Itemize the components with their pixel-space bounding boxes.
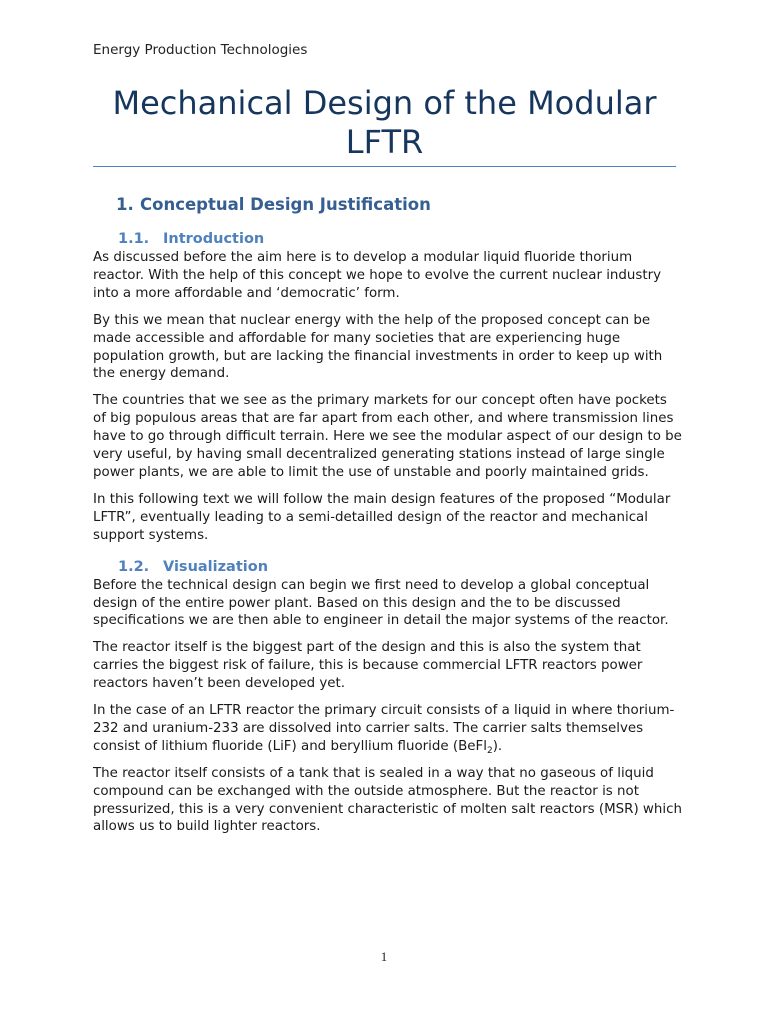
subsection-heading-introduction [118, 229, 683, 249]
paragraph-text-end: ). [492, 738, 503, 754]
subsection-heading-visualization [118, 557, 683, 577]
subsection-title: Visualization [163, 558, 269, 575]
document-body [93, 193, 683, 845]
subsection-number: 1.1. [118, 231, 150, 247]
paragraph-with-subscript [93, 702, 683, 756]
paragraph: The reactor itself consists of a tank that is sealed in a way that no gaseous of liquid compound can be exchanged with the outside atmosphere. But the reactor is not pressurized, this is a very convenient characteristic of molten salt reactors (MSR) which allows us to build lighter reactors. [93, 765, 682, 835]
paragraph-text: In the case of an LFTR reactor the primary circuit consists of a liquid in where thorium-232 and uranium-233 are dissolved into carrier salts. The carrier salts themselves consist of lithium fluoride (LiF) and beryllium fluoride (BeFl [93, 703, 675, 754]
paragraph: Before the technical design can begin we first need to develop a global conceptual design of the entire power plant. Based on this design and the to be discussed specifications we are then able to engineer in detail the major systems of the reactor. [93, 577, 669, 629]
subsection-title: Introduction [163, 231, 265, 247]
paragraph: In this following text we will follow the main design features of the proposed “Modular LFTR”, eventually leading to a semi-detailled design of the reactor and mechanical support systems. [93, 491, 671, 543]
section-title: Conceptual Design Justification [140, 195, 431, 214]
paragraph: By this we mean that nuclear energy with the help of the proposed concept can be made accessible and affordable for many societies that are experiencing huge population growth, but are lacking the financial investments in order to keep up with the energy demand. [93, 312, 663, 382]
subsection-number: 1.2. [118, 558, 150, 575]
running-header: Energy Production Technologies [93, 42, 308, 58]
section-number: 1. [116, 195, 134, 214]
page-number: 1 [380, 949, 388, 964]
title-divider [93, 166, 676, 167]
paragraph: The reactor itself is the biggest part of the design and this is also the system that carries the biggest risk of failure, this is because commercial LFTR reactors power reactors haven’t been developed yet. [93, 640, 643, 692]
document-title: Mechanical Design of the Modular LFTR [112, 84, 657, 161]
subscript: 2 [486, 745, 493, 756]
section-heading-1 [116, 193, 683, 217]
paragraph: The countries that we see as the primary markets for our concept often have pockets of big populous areas that are far apart from each other, and where transmission lines have to go through difficult terrain. Here we see the modular aspect of our design to be very useful, by having small decentralized generating stations instead of large single power plants, we are able to limit the use of unstable and poorly maintained grids. [93, 393, 682, 480]
paragraph: As discussed before the aim here is to develop a modular liquid fluoride thorium reactor. With the help of this concept we hope to evolve the current nuclear industry into a more affordable and ‘democratic’ form. [93, 250, 662, 301]
